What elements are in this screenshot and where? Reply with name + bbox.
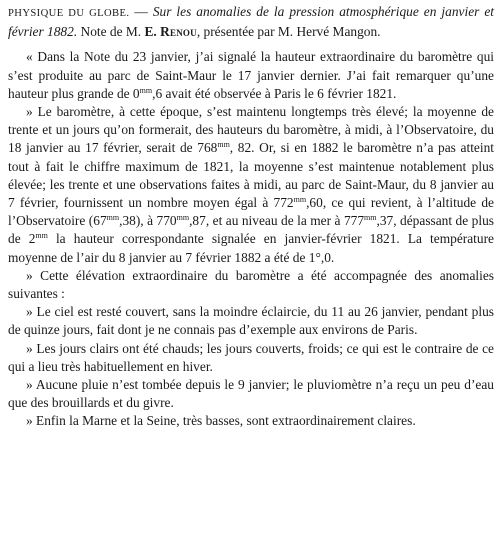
p2-text-d: ,38), à 770 bbox=[119, 213, 177, 229]
author-initial: E. bbox=[144, 24, 157, 40]
p2-text-f: ,37, dépassant de plus de 2 bbox=[8, 213, 494, 247]
paragraph-1 bbox=[8, 48, 494, 103]
section-label: PHYSIQUE DU GLOBE. bbox=[8, 8, 130, 19]
paragraph-6: » Aucune pluie n’est tombée depuis le 9 janvier; le pluviomètre n’a reçu un peu d’eau que des brouillards et du givre. bbox=[8, 377, 494, 411]
p2-text-b: , 82. Or, si en 1882 le baromètre n’a pas atteint tout à fait le chiffre maximum de 1821, la moyenne s’est maintenue notablement plus élevée; les trente et une observations faites à midi, au parc de Saint-Maur, du 8 janvier au 7 février, fournissent un nombre moyen égal à 772 bbox=[8, 140, 494, 211]
p2-text-a: » Le baromètre, à cette époque, s’est maintenu longtemps très élevé; la moyenne de trente et un jours qu’on formerait, des hauteurs du baromètre, à midi, à l’Observatoire, du 18 janvier au 17 février, serait de 768 bbox=[8, 104, 494, 156]
paragraph-7: » Enfin la Marne et la Seine, très basses, sont extraordinairement claires. bbox=[26, 413, 416, 429]
paragraph-2 bbox=[8, 103, 494, 267]
p2-unit-4: mm bbox=[176, 213, 190, 223]
p1-text-a: « Dans la Note du 23 janvier, j’ai signalé la hauteur extraordinaire du baromètre qui s’est produite au parc de Saint-Maur le 17 janvier dernier. J’ai fait remarquer qu’une hauteur plus grande de 0 bbox=[8, 49, 494, 101]
paragraph-4: » Le ciel est resté couvert, sans la moindre éclaircie, du 11 au 26 janvier, pendant plus de quinze jours, fait dont je ne connais pas d’exemple aux environs de Paris. bbox=[8, 304, 494, 338]
paragraph-5: » Les jours clairs ont été chauds; les jours couverts, froids; ce qui est le contraire de ce qui a lieu très habituellement en hiver. bbox=[8, 340, 494, 374]
page bbox=[8, 3, 494, 548]
p2-unit-5: mm bbox=[364, 213, 377, 223]
note-header bbox=[8, 3, 494, 41]
presented-by: , présentée par M. Hervé Mangon. bbox=[196, 24, 381, 40]
p2-unit-2: mm bbox=[293, 195, 307, 205]
author-name: Renou bbox=[160, 24, 197, 40]
paragraph-3: » Cette élévation extraordinaire du baromètre a été accompagnée des anomalies suivantes : bbox=[8, 267, 494, 302]
header-dash: — bbox=[129, 4, 153, 19]
p2-text-c: ,60, ce qui revient, à l’altitude de l’Observatoire (67 bbox=[8, 195, 494, 229]
p2-unit-3: mm bbox=[106, 213, 120, 223]
p2-unit-1: mm bbox=[217, 140, 230, 150]
note-title: Sur les anomalies de la pression atmosphérique en janvier et février 1882. bbox=[8, 4, 495, 40]
note-prefix: Note de M. bbox=[77, 24, 145, 40]
p1-unit-1: mm bbox=[139, 85, 153, 95]
p2-text-e: ,87, et au niveau de la mer à 777 bbox=[189, 213, 365, 229]
p2-unit-6: mm bbox=[35, 231, 48, 241]
p1-text-b: ,6 avait été observée à Paris le 6 février 1821. bbox=[152, 85, 397, 101]
p2-text-g: la hauteur correspondante signalée en janvier-février 1821. La température moyenne de l’air du 8 janvier au 7 février 1882 a été de 1°,0. bbox=[8, 231, 494, 265]
